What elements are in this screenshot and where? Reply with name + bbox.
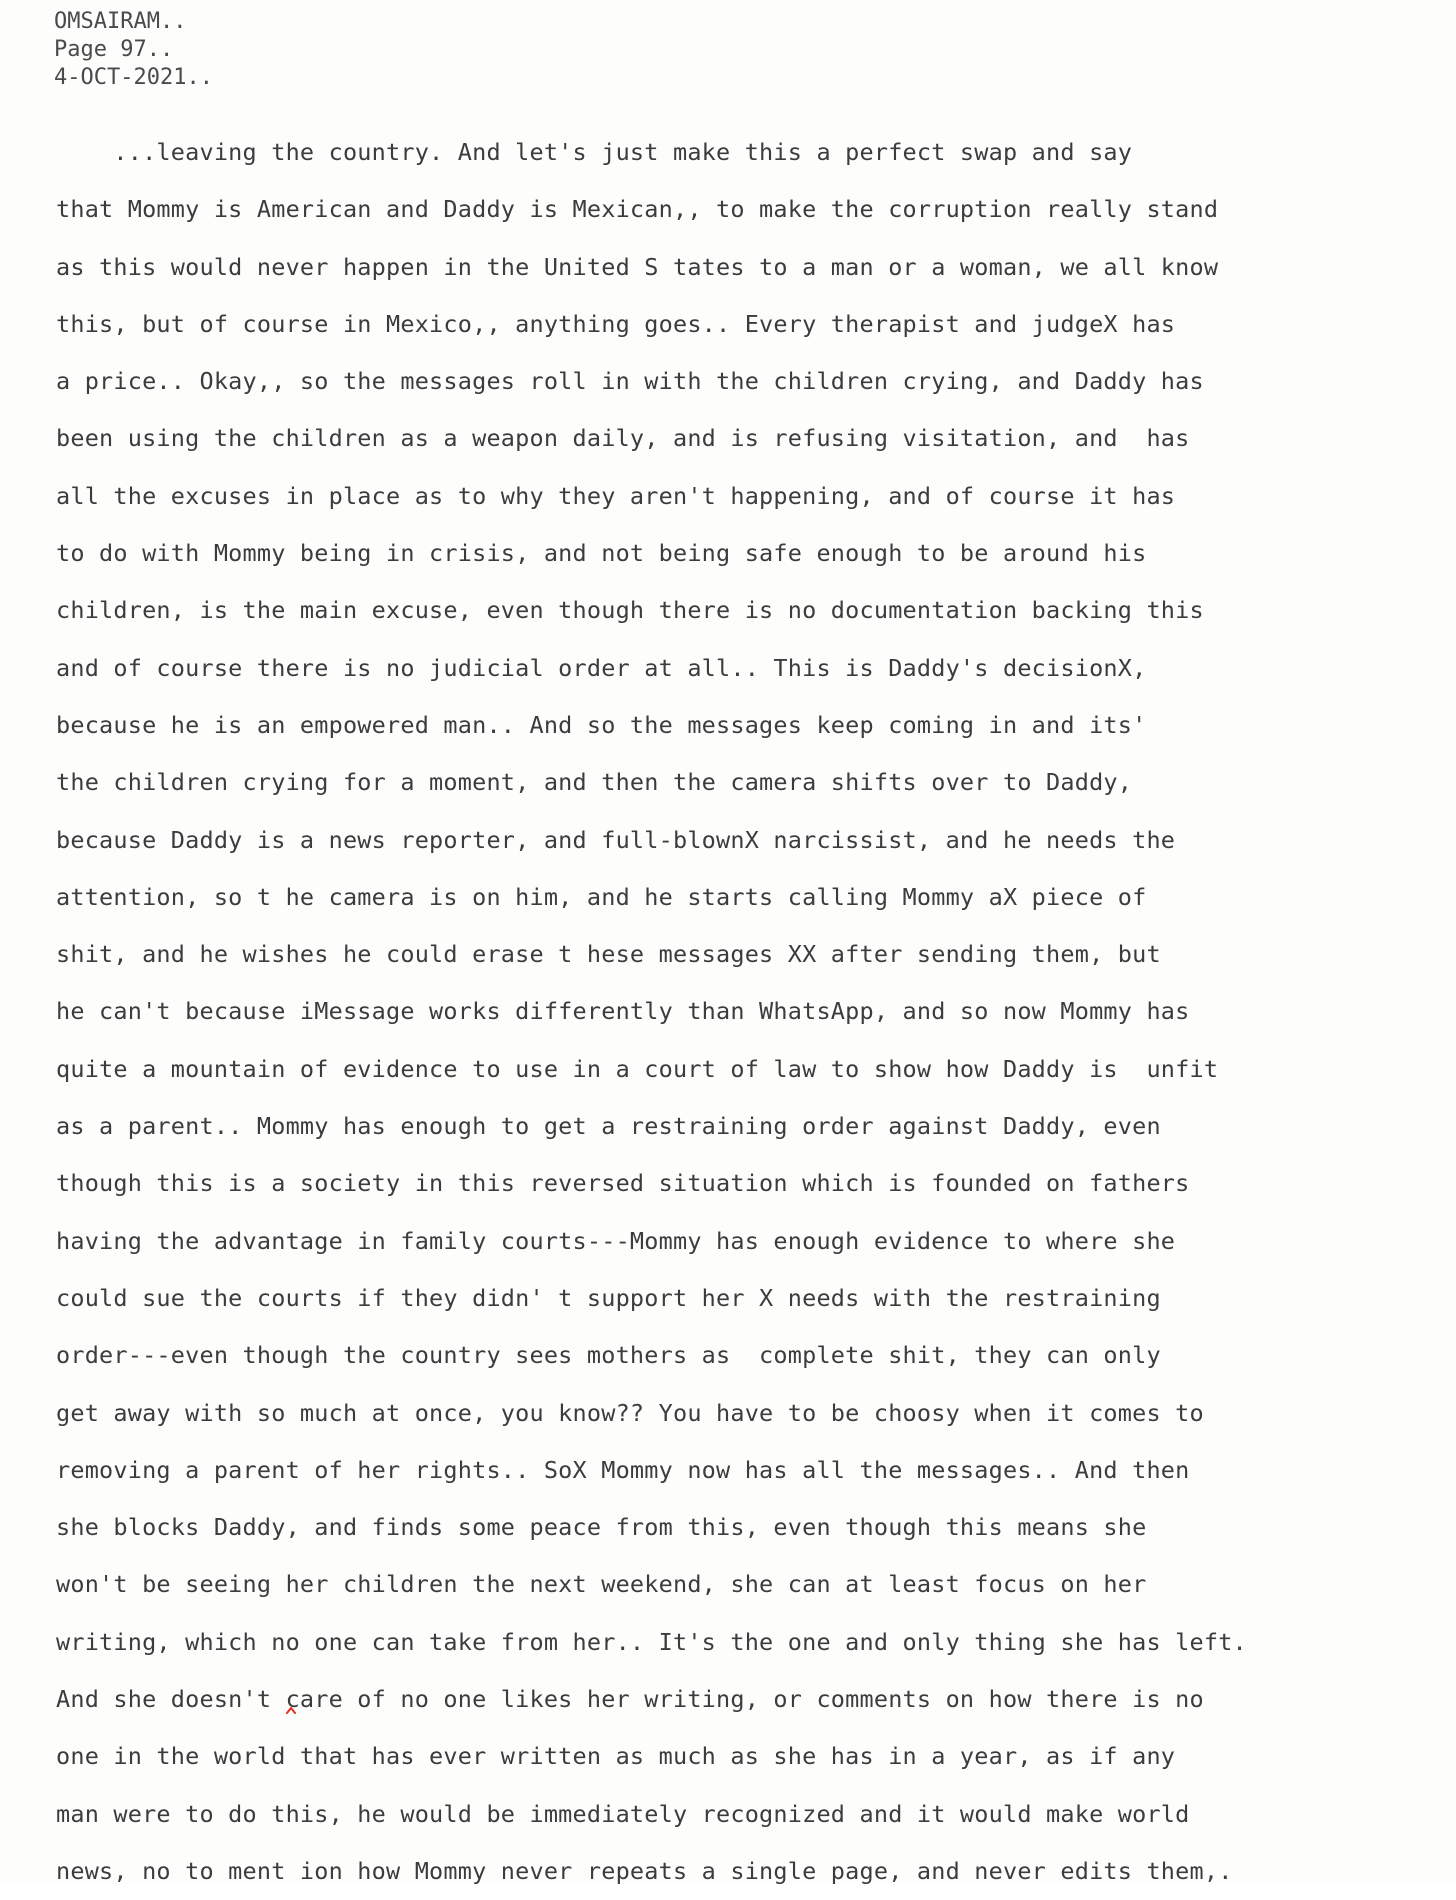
text-line: having the advantage in family courts---Mommy has enough evidence to where she: [56, 1226, 1176, 1255]
text-line: the children crying for a moment, and then the camera shifts over to Daddy,: [56, 768, 1133, 797]
text-line: she blocks Daddy, and finds some peace from this, even though this means she: [56, 1513, 1147, 1542]
text-line: removing a parent of her rights.. SoX Mommy now has all the messages.. And then: [56, 1455, 1190, 1484]
text-line: as a parent.. Mommy has enough to get a restraining order against Daddy, even: [56, 1112, 1161, 1141]
text-line: he can't because iMessage works differently than WhatsApp, and so now Mommy has: [56, 997, 1190, 1026]
text-line: attention, so t he camera is on him, and he starts calling Mommy aX piece of: [56, 882, 1147, 911]
text-line: as this would never happen in the United S tates to a man or a woman, we all know: [56, 252, 1219, 281]
text-line: and of course there is no judicial order at all.. This is Daddy's decisionX,: [56, 653, 1147, 682]
text-line: news, no to ment ion how Mommy never repeats a single page, and never edits them,.: [56, 1856, 1233, 1885]
text-line: ...leaving the country. And let's just make this a perfect swap and say: [56, 138, 1133, 166]
header-date: 4-OCT-2021..: [54, 65, 213, 90]
header-page-number: Page 97..: [54, 37, 174, 62]
text-line: order---even though the country sees mothers as complete shit, they can only: [56, 1341, 1161, 1370]
text-line: this, but of course in Mexico,, anything goes.. Every therapist and judgeX has: [56, 309, 1176, 338]
text-line: get away with so much at once, you know?? You have to be choosy when it comes to: [56, 1398, 1204, 1427]
text-line: because he is an empowered man.. And so the messages keep coming in and its': [56, 710, 1147, 739]
text-line: to do with Mommy being in crisis, and not being safe enough to be around his: [56, 539, 1147, 568]
text-line: because Daddy is a news reporter, and full-blownX narcissist, and he needs the: [56, 825, 1176, 854]
text-line: quite a mountain of evidence to use in a court of law to show how Daddy is unfit: [56, 1054, 1219, 1083]
correction-caret-icon: [286, 1706, 296, 1714]
text-line: a price.. Okay,, so the messages roll in with the children crying, and Daddy has: [56, 367, 1204, 396]
text-line: that Mommy is American and Daddy is Mexican,, to make the corruption really stand: [56, 195, 1219, 224]
body-text: [56, 124, 1446, 1900]
text-line: won't be seeing her children the next weekend, she can at least focus on her: [56, 1570, 1147, 1599]
text-line: all the excuses in place as to why they aren't happening, and of course it has: [56, 481, 1176, 510]
header-title: OMSAIRAM..: [54, 9, 187, 34]
text-line: writing, which no one can take from her.. It's the one and only thing she has left.: [56, 1627, 1247, 1656]
text-line: one in the world that has ever written as much as she has in a year, as if any: [56, 1742, 1176, 1771]
text-line: And she doesn't care of no one likes her writing, or comments on how there is no: [56, 1685, 1204, 1714]
text-line: could sue the courts if they didn' t support her X needs with the restraining: [56, 1283, 1161, 1312]
text-line: man were to do this, he would be immediately recognized and it would make world: [56, 1799, 1190, 1828]
text-line: been using the children as a weapon daily, and is refusing visitation, and has: [56, 424, 1190, 453]
text-line: children, is the main excuse, even though there is no documentation backing this: [56, 596, 1204, 625]
text-line: though this is a society in this reversed situation which is founded on fathers: [56, 1169, 1190, 1198]
page-header: [54, 8, 213, 92]
text-line: shit, and he wishes he could erase t hese messages XX after sending them, but: [56, 940, 1161, 969]
